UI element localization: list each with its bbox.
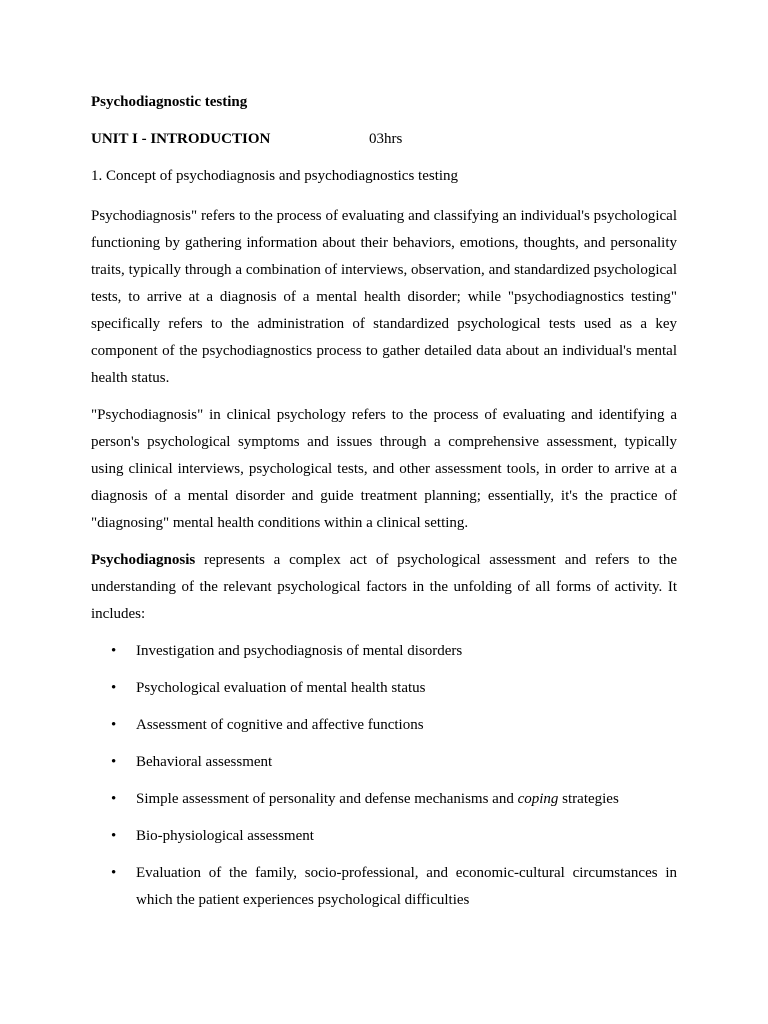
paragraph-psychodiagnosis-definition: Psychodiagnosis" refers to the process of evaluating and classifying an individual's psychological functioning by gathering information about their behaviors, emotions, thoughts, and personality traits, typically through a combination of interviews, observation, and standardized psychological tests, to arrive at a diagnosis of a mental health disorder; while "psychodiagnostics testing" specifically refers to the administration of standardized psychological tests used as a key component of the psychodiagnostics process to gather detailed data about an individual's mental health status.: [91, 208, 677, 386]
document-title: Psychodiagnostic testing: [91, 94, 248, 110]
document-page: [91, 92, 677, 924]
list-item: [91, 823, 677, 850]
unit-duration: 03hrs: [369, 131, 403, 147]
list-item-text: Bio-physiological assessment: [136, 828, 314, 844]
coping-text-before: Simple assessment of personality and defense mechanisms and: [136, 791, 518, 807]
paragraph-includes-text: represents a complex act of psychological assessment and refers to the understanding of the relevant psychological factors in the unfolding of all forms of activity. It includes:: [91, 552, 677, 622]
paragraph-psychodiagnosis-includes: [91, 547, 677, 628]
list-item: [91, 749, 677, 776]
list-item-text: [136, 791, 619, 807]
list-item-text: Assessment of cognitive and affective functions: [136, 717, 424, 733]
list-item: [91, 638, 677, 665]
list-item: [91, 712, 677, 739]
concept-heading: 1. Concept of psychodiagnosis and psychodiagnostics testing: [91, 168, 459, 184]
list-item-text: Psychological evaluation of mental health status: [136, 680, 426, 696]
paragraph-clinical-psychodiagnosis: "Psychodiagnosis" in clinical psychology refers to the process of evaluating and identifying a person's psychological symptoms and issues through a comprehensive assessment, typically using clinical interviews, psychological tests, and other assessment tools, in order to arrive at a diagnosis of a mental disorder and guide treatment planning; essentially, it's the practice of "diagnosing" mental health conditions within a clinical setting.: [91, 407, 677, 531]
list-item-text: Behavioral assessment: [136, 754, 273, 770]
list-item: [91, 860, 677, 914]
list-item-text: Evaluation of the family, socio-professional, and economic-cultural circumstances in which the patient experiences psychological difficulties: [136, 865, 677, 908]
bullet-icon: •: [111, 828, 117, 844]
unit-label: UNIT I - INTRODUCTION: [91, 131, 271, 147]
bullet-icon: •: [111, 680, 117, 696]
coping-italic-term: coping: [517, 791, 559, 807]
bullet-icon: •: [111, 791, 117, 807]
list-item-text: Investigation and psychodiagnosis of mental disorders: [136, 643, 463, 659]
bold-term-psychodiagnosis: Psychodiagnosis: [91, 552, 196, 568]
includes-list: [91, 638, 677, 914]
list-item: [91, 786, 677, 813]
bullet-icon: •: [111, 643, 117, 659]
coping-text-after: strategies: [558, 791, 619, 807]
unit-heading-row: [91, 129, 677, 149]
bullet-icon: •: [111, 865, 117, 881]
bullet-icon: •: [111, 717, 117, 733]
bullet-icon: •: [111, 754, 117, 770]
list-item: [91, 675, 677, 702]
